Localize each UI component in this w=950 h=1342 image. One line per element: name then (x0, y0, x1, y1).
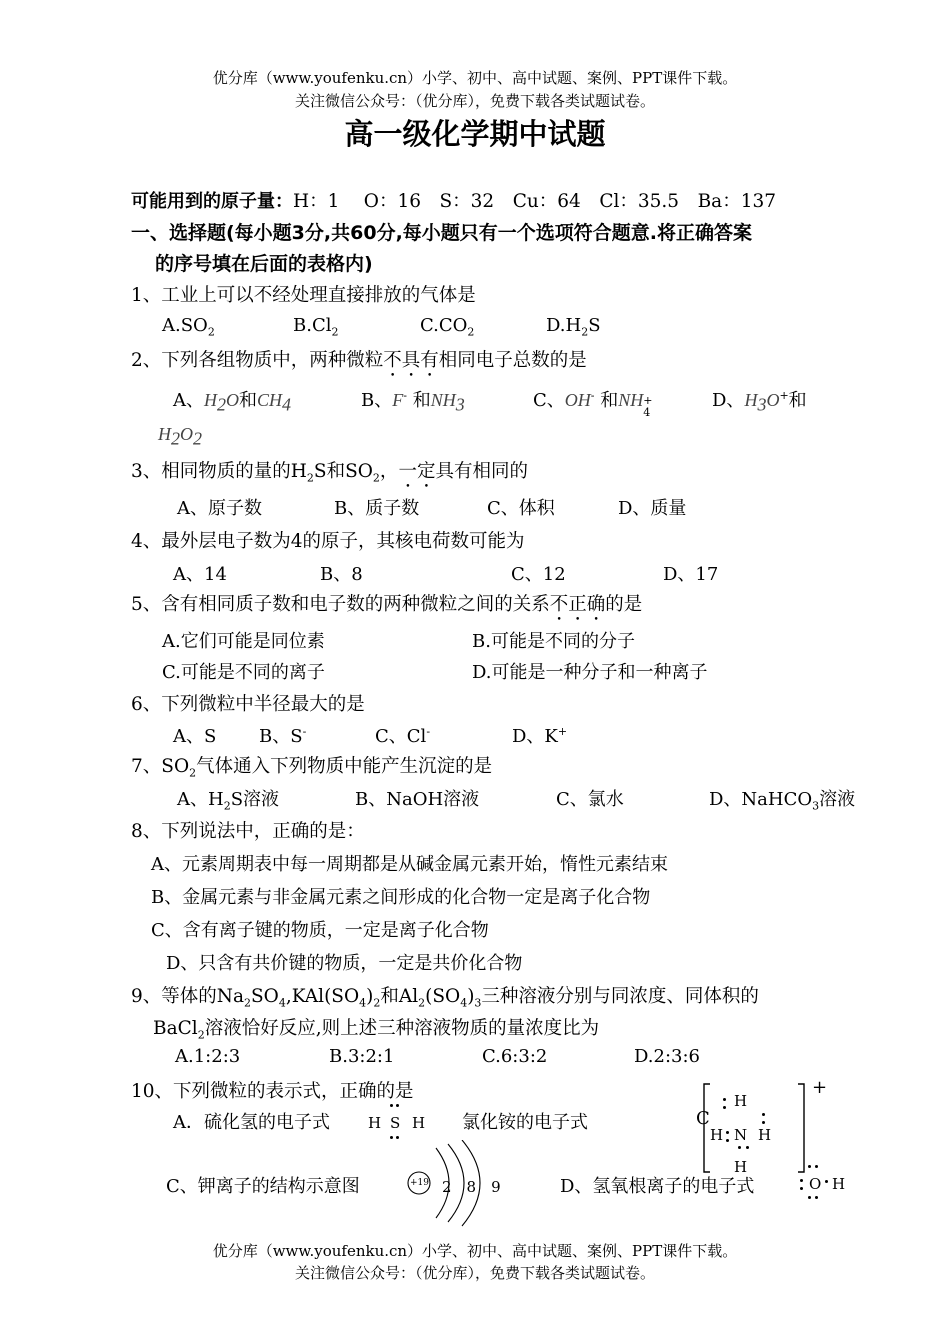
q2-stem: 2、下列各组物质中，两种微粒不具有相同电子总数的是 (131, 350, 587, 371)
q5-option-b: B.可能是不同的分子 (472, 631, 635, 652)
q7-option-c: C、氯水 (556, 789, 624, 810)
q5-option-c: C.可能是不同的离子 (162, 662, 325, 683)
q1-option-b: $B.Cl_2$ (293, 315, 339, 339)
q3-option-b: B、质子数 (334, 498, 420, 519)
h2s-dot (390, 1104, 393, 1107)
atomic-masses-label: 可能用到的原子量： (131, 191, 293, 212)
q7-option-d: D、NaHCO$_3$溶液 (709, 789, 856, 813)
oh-dot (808, 1165, 811, 1168)
q9-option-b: B.3:2:1 (329, 1046, 395, 1067)
q3-stem: 3、相同物质的量的$H_2S$和$SO_2$，一定具有相同的 (131, 461, 528, 485)
header-line-1: 优分库（www.youfenku.cn）小学、初中、高中试题、案例、PPT课件下载。 (212, 69, 738, 87)
nucleus-charge: +19 (410, 1178, 429, 1188)
q7-stem: 7、$SO_2$气体通入下列物质中能产生沉淀的是 (131, 756, 493, 780)
q6-stem: 6、下列微粒中半径最大的是 (131, 694, 365, 715)
oh-h: H (832, 1175, 846, 1193)
oh-dot (800, 1187, 803, 1190)
nh4-h-right: H (758, 1126, 772, 1144)
section-heading-line-1: 一、选择题(每小题3分,共60分,每小题只有一个选项符合题意.将正确答案 (131, 222, 752, 244)
electron-shell-counts: 2 8 9 (442, 1178, 501, 1196)
h2s-dot (396, 1136, 399, 1139)
nh4-dot (726, 1131, 729, 1134)
atomic-masses (131, 187, 776, 213)
footer-line-1: 优分库（www.youfenku.cn）小学、初中、高中试题、案例、PPT课件下载。 (212, 1242, 738, 1260)
oh-dot (808, 1196, 811, 1199)
q5-stem: 5、含有相同质子数和电子数的两种微粒之间的关系不正确的是 (131, 594, 643, 615)
q8-option-b: B、金属元素与非金属元素之间形成的化合物一定是离子化合物 (151, 887, 651, 908)
q2-option-d: D、$H_3O^+$和 (712, 389, 807, 415)
oh-dot (815, 1165, 818, 1168)
nh4-dot (738, 1146, 741, 1149)
q4-stem: 4、最外层电子数为4的原子，其核电荷数可能为 (131, 531, 525, 552)
q8-option-d: D、只含有共价键的物质，一定是共价化合物 (166, 953, 523, 974)
q7-option-b: B、NaOH溶液 (355, 789, 480, 810)
q10-option-a: A．硫化氢的电子式 (173, 1112, 330, 1133)
oh-dot (800, 1179, 803, 1182)
q9-stem-line-2: BaCl$_2$溶液恰好反应,则上述三种溶液物质的量浓度比为 (153, 1018, 600, 1042)
q8-option-c: C、含有离子键的物质，一定是离子化合物 (151, 920, 489, 941)
nh4-option-label: C (696, 1108, 710, 1129)
q4-option-d: D、17 (663, 564, 719, 585)
q1-stem: 1、工业上可以不经处理直接排放的气体是 (131, 285, 476, 306)
nh4-h-top: H (734, 1092, 748, 1110)
q4-option-c: C、12 (511, 564, 566, 585)
q7-option-a: A、$H_2S$溶液 (177, 789, 280, 813)
q9-option-d: D.2:3:6 (634, 1046, 700, 1067)
q1-option-a: $A.SO_2$ (162, 315, 215, 339)
nh4-dot (723, 1098, 726, 1101)
q10-option-d: D、氢氧根离子的电子式 (560, 1176, 755, 1197)
nh4-n: N (734, 1126, 748, 1144)
q2-emphasis: 不具有 (383, 350, 439, 371)
q8-option-a: A、元素周期表中每一周期都是从碱金属元素开始，惰性元素结束 (151, 854, 668, 875)
h2s-dot (396, 1104, 399, 1107)
q2-option-a: A、$H_2O$和$CH_4$ (173, 390, 292, 415)
oh-dot (825, 1180, 828, 1183)
h2s-s: S (390, 1114, 401, 1132)
q10-option-b: 氯化铵的电子式 (462, 1112, 588, 1133)
section-heading-line-2: 的序号填在后面的表格内) (155, 253, 373, 275)
h2s-h-right: H (412, 1114, 426, 1132)
nh4-dot (762, 1121, 765, 1124)
q3-option-a: A、原子数 (177, 498, 262, 519)
oh-o: O (809, 1175, 822, 1193)
q6-option-c: C、Cl- (375, 725, 431, 747)
atomic-masses-values: H：1 O：16 S：32 Cu：64 Cl：35.5 Ba：137 (293, 191, 777, 212)
q9-stem-line-1: 9、等体的$Na_2SO_4,KAl(SO_4)_2$和$Al_2(SO_4)_3$三种溶液分别与同浓度、同体积的 (131, 986, 759, 1010)
h2s-dot (390, 1136, 393, 1139)
q6-option-a: A、S (173, 726, 217, 747)
q1-option-d: $D.H_2S$ (546, 315, 601, 339)
q4-option-b: B、8 (320, 564, 363, 585)
header-line-2: 关注微信公众号：（优分库），免费下载各类试题试卷。 (294, 92, 655, 110)
q9-option-c: C.6:3:2 (482, 1046, 548, 1067)
nh4-dot (762, 1113, 765, 1116)
q3-emphasis: 一定 (398, 461, 436, 482)
nh4-dot (746, 1146, 749, 1149)
q6-option-b: B、S- (259, 725, 307, 747)
footer-line-2: 关注微信公众号：（优分库），免费下载各类试题试卷。 (294, 1264, 655, 1282)
page-title: 高一级化学期中试题 (344, 117, 606, 151)
q3-option-d: D、质量 (618, 498, 687, 519)
q6-option-d: D、K+ (512, 725, 568, 747)
q8-stem: 8、下列说法中，正确的是： (131, 821, 365, 842)
oh-dot (815, 1196, 818, 1199)
q5-emphasis: 不正确 (549, 594, 606, 615)
q5-option-d: D.可能是一种分子和一种离子 (472, 662, 708, 683)
q10-stem: 10、下列微粒的表示式，正确的是 (131, 1081, 414, 1102)
nh4-h-bottom: H (734, 1158, 748, 1176)
q3-option-c: C、体积 (487, 498, 555, 519)
nh4-right-bracket (798, 1084, 804, 1172)
q2-option-c: C、OH- 和NH + 4 (533, 389, 653, 419)
q9-option-a: A.1:2:3 (175, 1046, 241, 1067)
q5-option-a: A.它们可能是同位素 (162, 631, 325, 652)
nh4-h-left: H (710, 1126, 724, 1144)
nh4-dot (723, 1106, 726, 1109)
nh4-charge: + (812, 1077, 828, 1098)
nh4-dot (726, 1139, 729, 1142)
q10-option-c: C、钾离子的结构示意图 (166, 1176, 360, 1197)
q2-option-b: B、F- 和$NH_3$ (361, 389, 465, 415)
q1-option-c: $C.CO_2$ (420, 315, 475, 339)
h2s-h-left: H (368, 1114, 382, 1132)
q4-option-a: A、14 (173, 564, 227, 585)
q2-option-d-cont: $H_2O_2$ (158, 424, 202, 449)
